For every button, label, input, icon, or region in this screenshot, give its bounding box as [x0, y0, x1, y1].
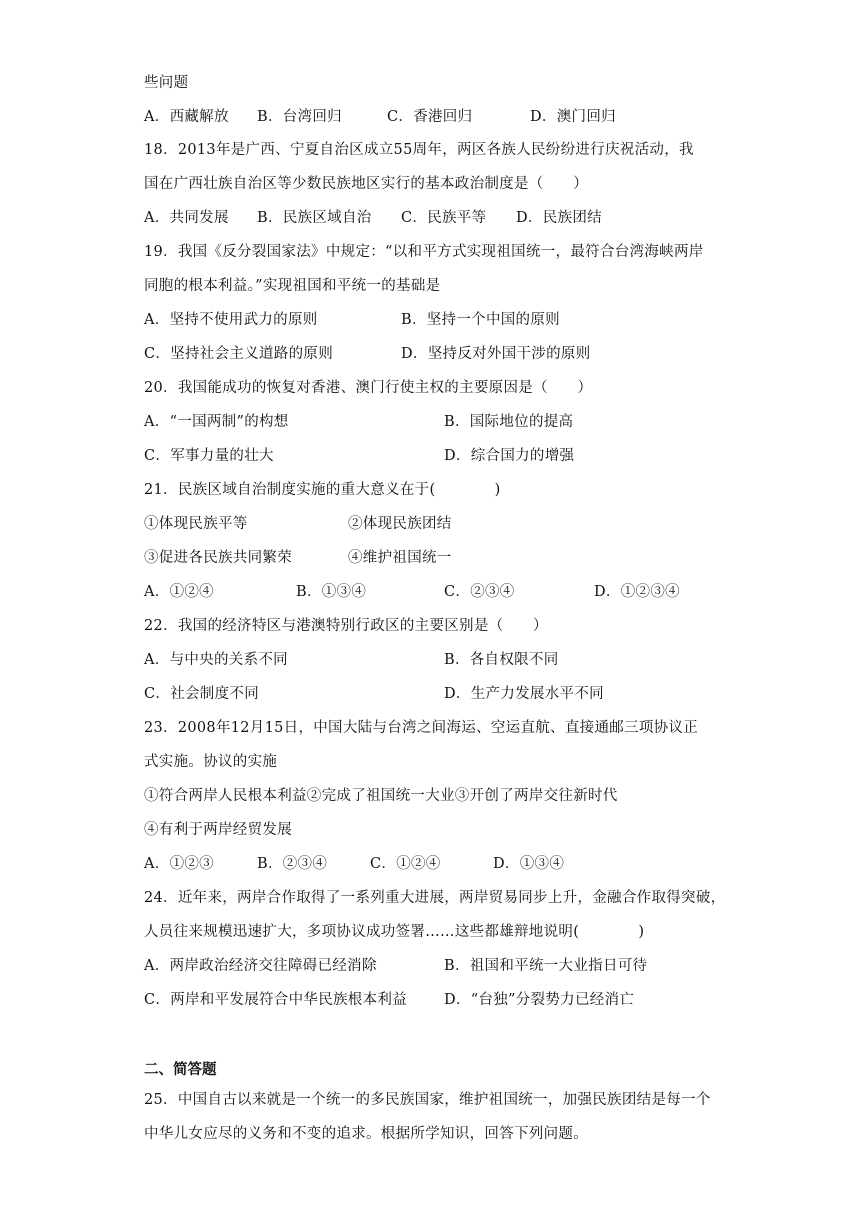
q19-option-b: B．坚持一个中国的原则: [401, 312, 560, 328]
question-18-line-1: 18．2013年是广西、宁夏自治区成立55周年，两区各族人民纷纷进行庆祝活动，我: [144, 142, 694, 158]
q20-option-d: D．综合国力的增强: [444, 448, 575, 464]
q24-option-c: C．两岸和平发展符合中华民族根本利益: [144, 992, 407, 1008]
question-23-line-2: 式实施。协议的实施: [144, 754, 278, 770]
q17-option-d: D．澳门回归: [530, 109, 616, 125]
q24-option-d: D．“台独”分裂势力已经消亡: [444, 992, 635, 1008]
q18-option-d: D．民族团结: [516, 210, 602, 226]
q22-option-a: A．与中央的关系不同: [144, 652, 288, 668]
question-18-line-2: 国在广西壮族自治区等少数民族地区实行的基本政治制度是（ ）: [144, 176, 588, 192]
question-19-line-1: 19．我国《反分裂国家法》中规定：“以和平方式实现祖国统一，最符合台湾海峡两岸: [144, 244, 704, 260]
q21-option-a: A．①②④: [144, 584, 214, 600]
q22-option-b: B．各自权限不同: [444, 652, 559, 668]
q19-option-c: C．坚持社会主义道路的原则: [144, 346, 333, 362]
question-17-stem-end: 些问题: [144, 75, 189, 91]
q21-option-d: D．①②③④: [594, 584, 680, 600]
q21-statement-3: ③促进各民族共同繁荣: [144, 550, 292, 566]
q24-option-a: A．两岸政治经济交往障碍已经消除: [144, 958, 377, 974]
q23-option-a: A．①②③: [144, 856, 214, 872]
q19-option-a: A．坚持不使用武力的原则: [144, 312, 318, 328]
q23-option-d: D．①③④: [493, 856, 565, 872]
q21-option-b: B．①③④: [296, 584, 367, 600]
q22-option-c: C．社会制度不同: [144, 686, 259, 702]
question-20-line: 20．我国能成功的恢复对香港、澳门行使主权的主要原因是（ ）: [144, 380, 593, 396]
q17-option-c: C．香港回归: [387, 109, 473, 125]
q18-option-c: C．民族平等: [401, 210, 487, 226]
q20-option-c: C．军事力量的壮大: [144, 448, 274, 464]
q19-option-d: D．坚持反对外国干涉的原则: [401, 346, 591, 362]
q18-option-a: A．共同发展: [144, 210, 229, 226]
q18-option-b: B．民族区域自治: [257, 210, 372, 226]
question-23-line-1: 23．2008年12月15日，中国大陆与台湾之间海运、空运直航、直接通邮三项协议正: [144, 720, 699, 736]
section-heading-short-answer: 二、简答题: [144, 1062, 217, 1078]
q20-option-b: B．国际地位的提高: [444, 414, 574, 430]
question-22-line: 22．我国的经济特区与港澳特别行政区的主要区别是（ ）: [144, 618, 548, 634]
question-24-line-2: 人员往来规模迅速扩大，多项协议成功签署……这些都雄辩地说明( ): [144, 924, 645, 940]
q20-option-a: A．“一国两制”的构想: [144, 414, 289, 430]
q21-statement-4: ④维护祖国统一: [348, 550, 452, 566]
q24-option-b: B．祖国和平统一大业指日可待: [444, 958, 648, 974]
q21-statement-1: ①体现民族平等: [144, 516, 248, 532]
question-25-line-2: 中华儿女应尽的义务和不变的追求。根据所学知识，回答下列问题。: [144, 1126, 588, 1142]
question-19-line-2: 同胞的根本利益。”实现祖国和平统一的基础是: [144, 278, 441, 294]
q17-option-b: B．台湾回归: [257, 109, 342, 125]
q22-option-d: D．生产力发展水平不同: [444, 686, 604, 702]
q21-statement-2: ②体现民族团结: [348, 516, 452, 532]
question-25-line-1: 25．中国自古以来就是一个统一的多民族国家，维护祖国统一，加强民族团结是每一个: [144, 1092, 711, 1108]
question-21-line: 21．民族区域自治制度实施的重大意义在于( ): [144, 482, 501, 498]
q17-option-a: A．西藏解放: [144, 109, 229, 125]
q23-option-b: B．②③④: [257, 856, 328, 872]
question-23-statements-2: ④有利于两岸经贸发展: [144, 822, 292, 838]
q23-option-c: C．①②④: [370, 856, 441, 872]
q21-option-c: C．②③④: [444, 584, 515, 600]
question-24-line-1: 24．近年来，两岸合作取得了一系列重大进展，两岸贸易同步上升，金融合作取得突破，: [144, 890, 726, 906]
question-23-statements-1: ①符合两岸人民根本利益②完成了祖国统一大业③开创了两岸交往新时代: [144, 788, 618, 804]
